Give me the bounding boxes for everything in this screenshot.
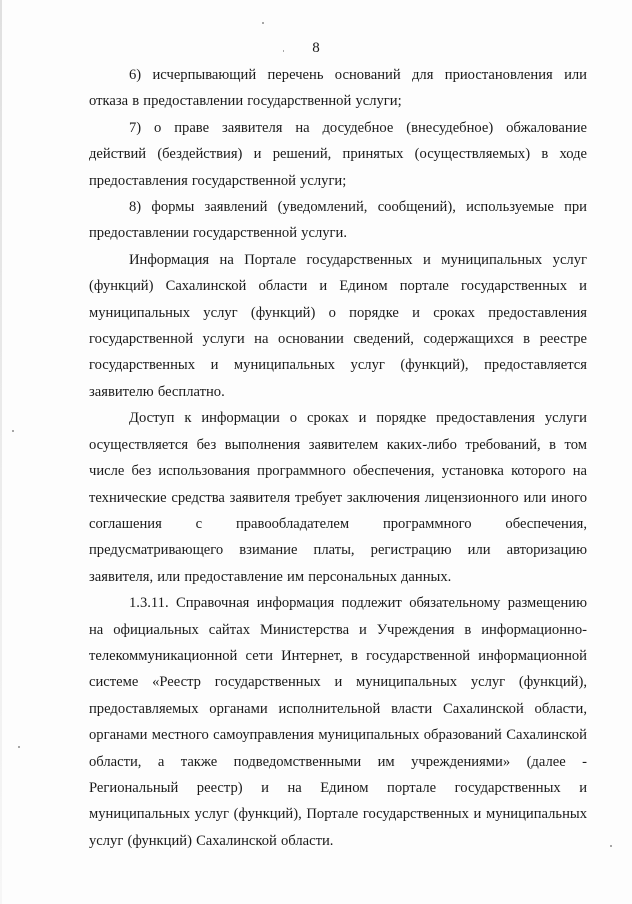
paragraph: 6) исчерпывающий перечень оснований для приостановления или отказа в предоставлении государственной услуги;: [89, 67, 587, 110]
paragraph: 1.3.11. Справочная информация подлежит обязательному размещению на официальных сайтах Министерства и Учреждения в информационно-телекоммуникационной сети Интернет, в государственной информационной системе «Реестр государственных и муниципальных услуг (функций), предоставляемых органами исполнительной власти Сахалинской области, органами местного самоуправления муниципальных образований Сахалинской области, а также подведомственными им учреждениями» (далее - Региональный реестр) и на Едином портале государственных и муниципальных услуг (функций), Портале государственных и муниципальных услуг (функций) Сахалинской области.: [89, 595, 587, 849]
paragraph: 8) формы заявлений (уведомлений, сообщений), используемые при предоставлении государственной услуги.: [89, 199, 587, 242]
scan-speck: [610, 845, 612, 847]
paragraph: 7) о праве заявителя на досудебное (внесудебное) обжалование действий (бездействия) и решений, принятых (осуществляемых) в ходе предоставления государственной услуги;: [89, 119, 587, 189]
scan-edge: [0, 0, 2, 904]
paragraph: Доступ к информации о сроках и порядке предоставления услуги осуществляется без выполнения заявителем каких-либо требований, в том числе без использования программного обеспечения, установка которого на технические средства заявителя требует заключения лицензионного или иного соглашения с правообладателем программного обеспечения, предусматривающего взимание платы, регистрацию или авторизацию заявителя, или предоставление им персональных данных.: [89, 410, 587, 585]
scan-speck: [18, 746, 20, 748]
document-body: [89, 62, 587, 854]
scan-speck: [12, 430, 14, 432]
page-number: 8: [312, 40, 320, 56]
scan-speck: [262, 22, 264, 24]
paragraph: Информация на Портале государственных и муниципальных услуг (функций) Сахалинской области и Едином портале государственных и муниципальных услуг (функций) о порядке и сроках предоставления государственной услуги на основании сведений, содержащихся в реестре государственных и муниципальных услуг (функций), предоставляется заявителю бесплатно.: [89, 251, 587, 400]
